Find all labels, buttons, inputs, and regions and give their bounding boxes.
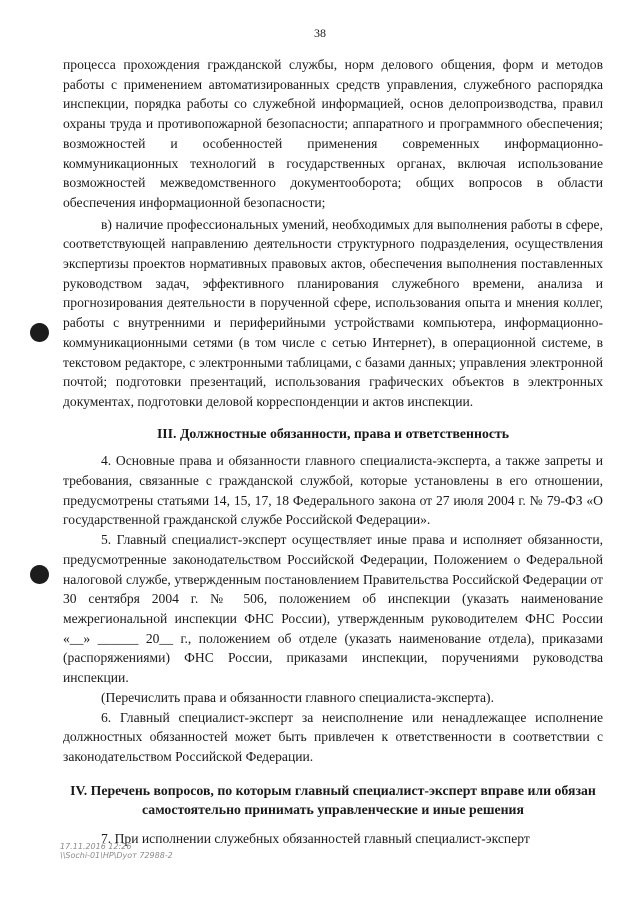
paragraph-5-other-rights: 5. Главный специалист-эксперт осуществляет иные права и исполняет обязанности, предусмотренные законодательством Российской Федерации, Положением о Федеральной налоговой службе, утвержденным постановлением Правительства Российской Федерации от 30 сентября 2004 г. № 506, положением об инспекции (указать наименование межрегиональной инспекции ФНС России), утвержденным руководителем ФНС России «__» ______ 20__ г., положением об отделе (указать наименование отдела), приказами (распоряжениями) ФНС России, приказами инспекции, поручениями руководства инспекции. [63, 532, 603, 686]
section-3-heading: III. Должностные обязанности, права и ответственность [156, 425, 510, 441]
section-4-heading: IV. Перечень вопросов, по которым главный специалист-эксперт вправе или обязан самостоятельно принимать управленческие и иные решения [70, 782, 596, 817]
paragraph-5-note: (Перечислить права и обязанности главного специалиста-эксперта). [101, 689, 494, 705]
punch-hole-upper [30, 323, 49, 342]
footer-file-path: \\Sochi-01\HP\Dyoт 72988-2 [60, 851, 173, 860]
paragraph-4-rights-duties: 4. Основные права и обязанности главного специалиста-эксперта, а также запреты и требования, связанные с гражданской службой, которые установлены в его отношении, предусмотрены статьями 14, 15, 17, 18 Федерального закона от 27 июля 2004 г. № 79-ФЗ «О государственной гражданской службе Российской Федерации». [63, 453, 603, 528]
document-footer-stamp [60, 842, 173, 860]
footer-timestamp: 17.11.2016 12:26 [60, 842, 132, 851]
punch-hole-lower [30, 565, 49, 584]
page-number: 38 [314, 26, 326, 40]
document-body [63, 55, 603, 848]
paragraph-7-start: 7. При исполнении служебных обязанностей главный специалист-эксперт [101, 830, 530, 846]
paragraph-professional-skills: в) наличие профессиональных умений, необходимых для выполнения работы в сфере, соответствующей направлению деятельности структурного подразделения, осуществления экспертизы проектов нормативных правовых актов, обеспечения выполнения поставленных руководством задач, эффективного планирования служебного времени, анализа и прогнозирования деятельности в порученной сфере, использования опыта и мнения коллег, работы с внутренними и периферийными устройствами компьютера, информационно-коммуникационными сетями (в том числе с сетью Интернет), в операционной системе, в текстовом редакторе, с электронными таблицами, с базами данных; управления электронной почтой; подготовки презентаций, использования графических объектов в электронных документах, подготовки деловой корреспонденции и актов инспекции. [63, 216, 603, 409]
paragraph-knowledge-continued: процесса прохождения гражданской службы, норм делового общения, форм и методов работы с применением автоматизированных средств управления, служебного распорядка инспекции, порядка работы со служебной информацией, основ делопроизводства, правил охраны труда и противопожарной безопасности; аппаратного и программного обеспечения; возможностей и особенностей применения современных информационно-коммуникационных технологий в государственных органах, включая использование возможностей межведомственного документооборота; общих вопросов в области обеспечения информационной безопасности; [63, 57, 603, 210]
paragraph-6-responsibility: 6. Главный специалист-эксперт за неисполнение или ненадлежащее исполнение должностных обязанностей может быть привлечен к ответственности в соответствии с законодательством Российской Федерации. [63, 709, 603, 764]
